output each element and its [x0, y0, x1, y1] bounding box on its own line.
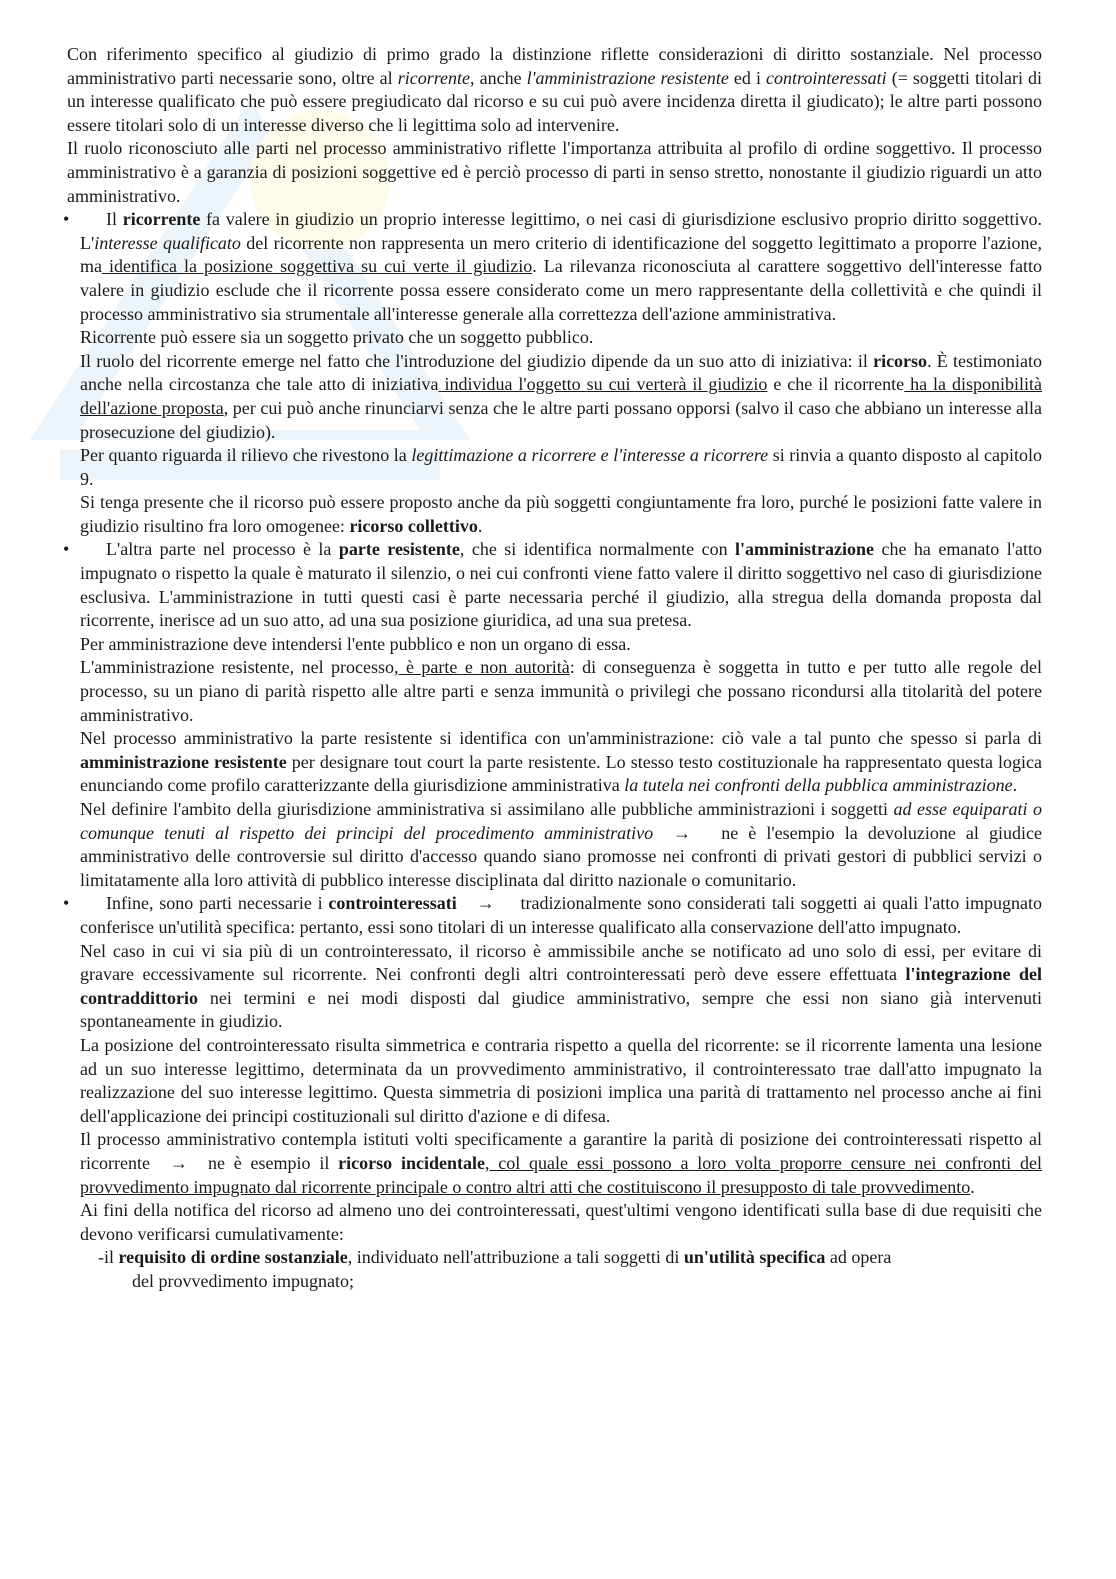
- ricorrente-paragraph-3: Il ruolo del ricorrente emerge nel fatto che l'introduzione del giudizio dipende da un suo atto di iniziativa: il ricorso. È testimoniato anche nella circostanza che tale atto di iniziativa individua l'oggetto su cui verterà il giudizio e che il ricorrente ha la disponibilità dell'azione proposta, per cui può anche rinunciarvi senza che le altre parti possano opporsi (salvo il caso che abbiano un interesse alla prosecuzione del giudizio).: [80, 350, 1043, 442]
- arrow-icon: →: [673, 822, 692, 843]
- bullet-dot: •: [63, 539, 70, 560]
- controinteressati-paragraph-2: Nel caso in cui vi sia più di un controinteressato, il ricorso è ammissibile anche se notificato ad uno solo di essi, per evitare di gravare eccessivamente sul ricorrente. Nei confronti degli altri controinteressati però deve essere effettuata l'integrazione del contraddittorio nei termini e nei modi disposti dal giudice amministrativo, sempre che essi non siano già intervenuti spontaneamente in giudizio.: [80, 940, 1042, 1032]
- resistente-paragraph-3: L'amministrazione resistente, nel processo, è parte e non autorità: di conseguenza è soggetta in tutto e per tutto alle regole del processo, su un piano di parità rispetto alle altre parti e senza immunità o privilegi che possano ricondursi alla titolarità del potere amministrativo.: [80, 657, 1042, 725]
- controinteressati-paragraph-3: La posizione del controinteressato risulta simmetrica e contraria rispetto a quella del ricorrente: se il ricorrente lamenta una lesione ad un suo interesse legittimo, determinata da un provvedimento amministrativo, il controinteressato trae dall'atto impugnato la realizzazione del suo interesse legittimo. Questa simmetria di posizioni implica una parità di trattamento nel processo anche ai fini dell'applicazione dei principi costituzionali sul diritto d'azione e di difesa.: [80, 1034, 1042, 1126]
- arrow-icon: →: [169, 1152, 188, 1173]
- controinteressati-paragraph-4: Il processo amministrativo contempla istituti volti specificamente a garantire la parità di posizione dei controinteressati rispetto al ricorrente → ne è esempio il ricorso incidentale, col quale essi possono a loro volta proporre censure nei confronti del provvedimento impugnato dal ricorrente principale o contro altri atti che costituiscono il presupposto di tale provvedimento.: [80, 1129, 1042, 1197]
- bullet-ricorrente: [63, 208, 1043, 538]
- ricorrente-paragraph-5: Si tenga presente che il ricorso può essere proposto anche da più soggetti congiuntamente fra loro, purché le posizioni fatte valere in giudizio risultino fra loro omogenee: ricorso collettivo.: [80, 492, 1042, 536]
- ricorrente-paragraph-2: Ricorrente può essere sia un soggetto privato che un soggetto pubblico.: [80, 327, 594, 348]
- resistente-paragraph-1: L'altra parte nel processo è la parte resistente, che si identifica normalmente con l'amministrazione che ha emanato l'atto impugnato o rispetto la quale è maturato il silenzio, o nei cui confronti viene fatto valere il diritto soggettivo nel caso di giurisdizione esclusiva. L'amministrazione in tutti questi casi è parte necessaria perché il giudizio, alla stregua della domanda proposta dal ricorrente, inerisce ad un suo atto, ad una sua posizione giuridica, ad una sua pretesa.: [80, 539, 1042, 631]
- resistente-paragraph-2: Per amministrazione deve intendersi l'ente pubblico e non un organo di essa.: [80, 633, 631, 654]
- intro-paragraph-2: Il ruolo riconosciuto alle parti nel processo amministrativo riflette l'importanza attribuita al profilo di ordine soggettivo. Il processo amministrativo è a garanzia di posizioni soggettive ed è perciò processo di parti in senso stretto, nonostante il giudizio riguardi un atto amministrativo.: [67, 138, 1042, 206]
- controinteressati-paragraph-5: Ai fini della notifica del ricorso ad almeno uno dei controinteressati, quest'ultimi vengono identificati sulla base di due requisiti che devono verificarsi cumulativamente:: [80, 1200, 1042, 1244]
- arrow-icon: →: [476, 893, 495, 914]
- resistente-paragraph-5: Nel definire l'ambito della giurisdizione amministrativa si assimilano alle pubbliche amministrazioni i soggetti ad esse equiparati o comunque tenuti al rispetto dei principi del procedimento amministrativo → ne è l'esempio la devoluzione al giudice amministrativo delle controversie sul diritto d'accesso quando siano promosse nei confronti di privati gestori di pubblici servizi o limitatamente alla loro attività di pubblico interesse disciplinata dal diritto nazionale o comunitario.: [80, 799, 1042, 890]
- bullet-dot: •: [63, 893, 70, 914]
- requisito-item-continuation: del provvedimento impugnato;: [132, 1270, 354, 1291]
- bullet-dot: •: [63, 209, 70, 230]
- controinteressati-paragraph-1: Infine, sono parti necessarie i controinteressati → tradizionalmente sono considerati tali soggetti ai quali l'atto impugnato conferisce un'utilità specifica: pertanto, essi sono titolari di un interesse qualificato alla conservazione dell'atto impugnato.: [80, 893, 1042, 937]
- ricorrente-paragraph-1: Il ricorrente fa valere in giudizio un proprio interesse legittimo, o nei casi di giurisdizione esclusivo proprio diritto soggettivo. L'interesse qualificato del ricorrente non rappresenta un mero criterio di identificazione del soggetto legittimato a proporre l'azione, ma identifica la posizione soggettiva su cui verte il giudizio. La rilevanza riconosciuta al carattere soggettivo dell'interesse fatto valere in giudizio esclude che il ricorrente possa essere considerato come un mero rappresentante della collettività e che quindi il processo amministrativo sia strumentale all'interesse generale alla correttezza dell'azione amministrativa.: [80, 209, 1042, 324]
- requisito-item: -il requisito di ordine sostanziale, individuato nell'attribuzione a tali soggetti di un'utilità specifica ad opera: [98, 1247, 892, 1268]
- bullet-resistente: [63, 538, 1043, 892]
- document-page: [63, 43, 1043, 1293]
- bullet-controinteressati: [63, 892, 1042, 1246]
- resistente-paragraph-4: Nel processo amministrativo la parte resistente si identifica con un'amministrazione: ciò vale a tal punto che spesso si parla di amministrazione resistente per designare tout court la parte resistente. Lo stesso testo costituzionale ha rappresentato questa logica enunciando come profilo caratterizzante della giurisdizione amministrativa la tutela nei confronti della pubblica amministrazione.: [80, 728, 1043, 796]
- ricorrente-paragraph-4: Per quanto riguarda il rilievo che rivestono la legittimazione a ricorrere e l'interesse a ricorrere si rinvia a quanto disposto al capitolo 9.: [80, 445, 1043, 489]
- intro-paragraph-1: Con riferimento specifico al giudizio di primo grado la distinzione riflette considerazioni di diritto sostanziale. Nel processo amministrativo parti necessarie sono, oltre al ricorrente, anche l'amministrazione resistente ed i controinteressati (= soggetti titolari di un interesse qualificato che può essere pregiudicato dal ricorso e su cui può avere incidenza diretta il giudicato); le altre parti possono essere titolari solo di un interesse diverso che li legittima solo ad intervenire.: [67, 44, 1043, 135]
